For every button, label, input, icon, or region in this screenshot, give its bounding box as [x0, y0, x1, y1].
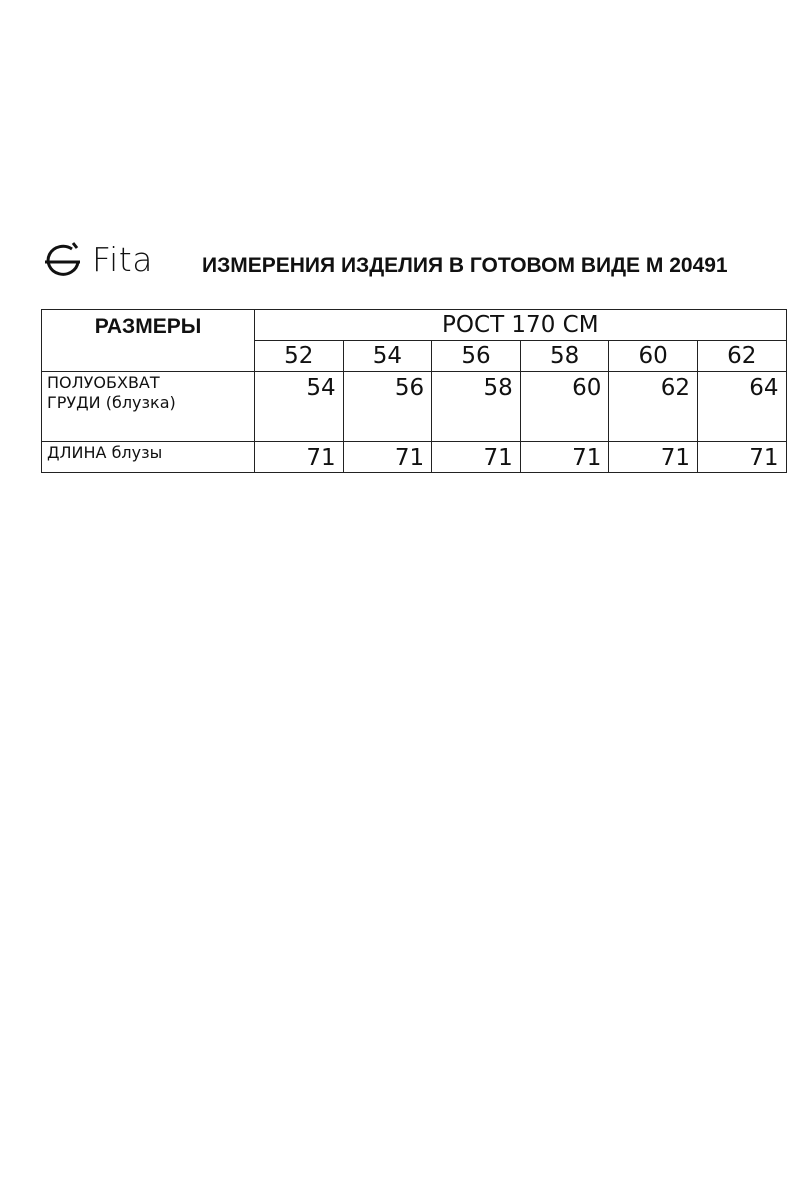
row-label-line: ГРУДИ (блузка) — [47, 393, 176, 412]
fita-theta-logo-icon — [42, 240, 86, 280]
value-cell: 60 — [520, 372, 609, 442]
table-row-chest — [42, 372, 787, 442]
row-label-chest — [42, 372, 255, 442]
row-label-line: ПОЛУОБХВАТ — [47, 373, 160, 392]
value-cell: 71 — [343, 442, 432, 473]
size-cell: 56 — [432, 341, 521, 372]
table-header-row — [42, 310, 787, 341]
size-cell: 52 — [255, 341, 344, 372]
value-cell: 62 — [609, 372, 698, 442]
size-cell: 60 — [609, 341, 698, 372]
page-title: ИЗМЕРЕНИЯ ИЗДЕЛИЯ В ГОТОВОМ ВИДЕ М 20491 — [202, 254, 728, 277]
size-cell: 54 — [343, 341, 432, 372]
row-label-length: ДЛИНА блузы — [42, 442, 255, 473]
value-cell: 71 — [697, 442, 786, 473]
measurements-table — [41, 309, 787, 473]
table-row-length — [42, 442, 787, 473]
value-cell: 64 — [697, 372, 786, 442]
height-header: РОСТ 170 СМ — [255, 310, 787, 341]
value-cell: 71 — [520, 442, 609, 473]
brand-name: Fita — [92, 240, 153, 279]
document-header — [42, 234, 762, 284]
value-cell: 71 — [255, 442, 344, 473]
brand-logo — [42, 240, 153, 280]
value-cell: 58 — [432, 372, 521, 442]
sizes-header: РАЗМЕРЫ — [42, 310, 255, 372]
value-cell: 56 — [343, 372, 432, 442]
value-cell: 71 — [432, 442, 521, 473]
size-cell: 58 — [520, 341, 609, 372]
size-cell: 62 — [697, 341, 786, 372]
value-cell: 71 — [609, 442, 698, 473]
value-cell: 54 — [255, 372, 344, 442]
